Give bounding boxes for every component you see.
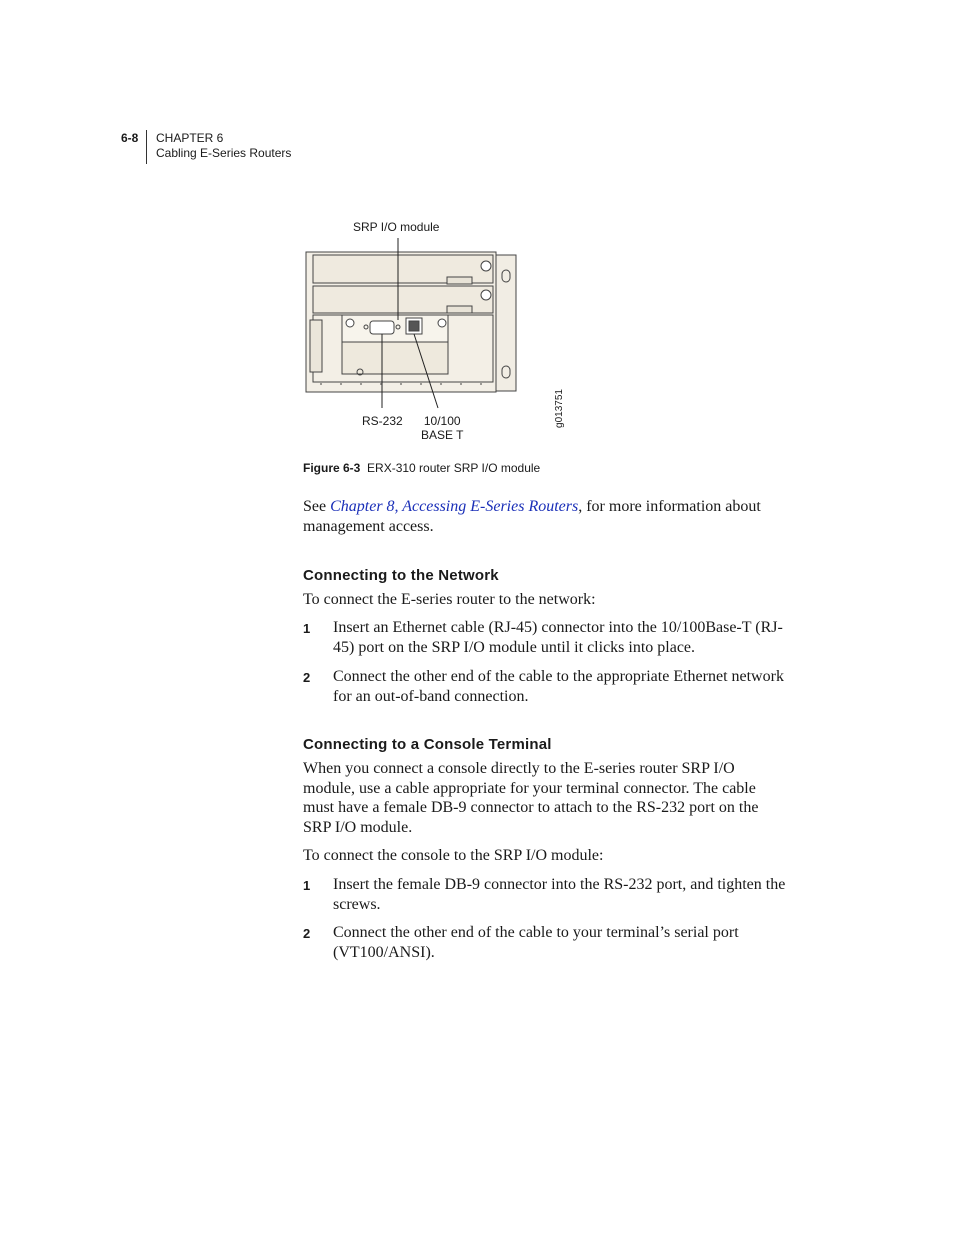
label-10-100-base-t [421, 414, 463, 442]
heading-connecting-network: Connecting to the Network [303, 567, 499, 584]
heading-connecting-console: Connecting to a Console Terminal [303, 736, 552, 753]
step-number: 2 [303, 926, 311, 941]
intro-see: See [303, 498, 331, 515]
chapter-title: Cabling E-Series Routers [156, 146, 292, 160]
figure-id: g013751 [553, 389, 565, 428]
label-base-line1: 10/100 [423, 414, 461, 428]
step-text: Insert an Ethernet cable (RJ-45) connector into the 10/100Base-T (RJ-45) port on the SRP I/O module until it clicks into place. [333, 619, 783, 656]
figure-caption-text: ERX-310 router SRP I/O module [367, 461, 541, 475]
chapter-label: CHAPTER 6 [156, 131, 224, 145]
label-base-line2: BASE T [421, 428, 464, 442]
step-text: Insert the female DB-9 connector into the RS-232 port, and tighten the screws. [333, 876, 786, 913]
console-lead: To connect the console to the SRP I/O module: [303, 847, 604, 864]
step-number: 1 [303, 878, 311, 893]
step-number: 2 [303, 670, 311, 685]
intro-paragraph [303, 497, 788, 536]
figure-caption-number: Figure 6-3 [303, 461, 361, 475]
chapter-8-link[interactable]: Chapter 8, Accessing E-Series Routers [330, 498, 579, 515]
step-text: Connect the other end of the cable to your terminal’s serial port (VT100/ANSI). [333, 924, 739, 961]
console-body: When you connect a console directly to the E-series router SRP I/O module, use a cable appropriate for your terminal connector. The cable must have a female DB-9 connector to attach to the RS-232 port on the SRP I/O module. [303, 760, 759, 836]
figure-caption [303, 461, 540, 475]
running-header [156, 131, 291, 161]
label-rs232: RS-232 [362, 414, 403, 428]
label-srp-io-module: SRP I/O module [353, 220, 440, 234]
network-lead: To connect the E-series router to the network: [303, 591, 596, 608]
step-text: Connect the other end of the cable to the appropriate Ethernet network for an out-of-band connection. [333, 668, 784, 705]
step-number: 1 [303, 621, 311, 636]
intro-rest: , for more information about management access. [303, 498, 761, 535]
page-number: 6-8 [121, 131, 139, 145]
header-divider [146, 130, 147, 164]
